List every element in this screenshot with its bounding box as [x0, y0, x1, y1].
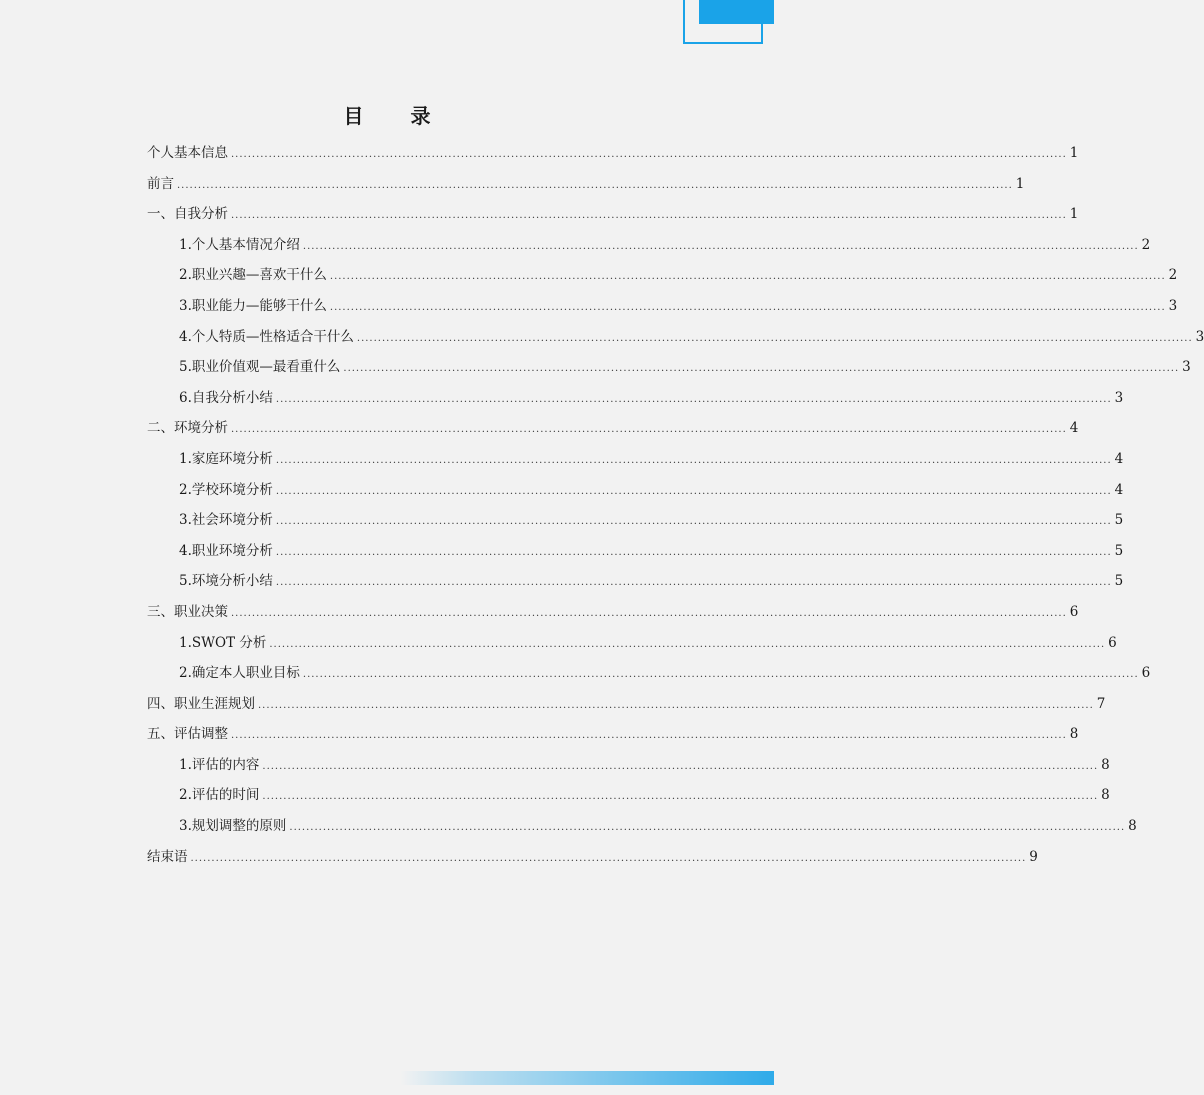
toc-entry[interactable]: [147, 444, 1124, 475]
toc-entry-label: 4.个人特质—性格适合干什么: [179, 328, 354, 345]
toc-entry-label: 三、职业决策: [147, 603, 228, 620]
toc-dot-leader: ........................................................................................................................................................................................................: [262, 760, 1099, 772]
toc-entry[interactable]: [147, 658, 1151, 689]
toc-entry-page-number: 4: [1114, 481, 1124, 498]
toc-entry-page-number: 6: [1141, 665, 1151, 682]
toc-entry[interactable]: [147, 291, 1178, 322]
toc-entry-page-number: 6: [1108, 634, 1117, 651]
toc-entry-page-number: 1: [1015, 175, 1025, 192]
toc-dot-leader: ........................................................................................................................................................................................................: [275, 516, 1112, 528]
toc-entry[interactable]: [147, 413, 1079, 444]
toc-entry[interactable]: [147, 628, 1117, 659]
bottom-decoration-bar: [400, 1071, 774, 1085]
toc-dot-leader: ........................................................................................................................................................................................................: [289, 822, 1126, 834]
toc-dot-leader: ........................................................................................................................................................................................................: [231, 607, 1067, 619]
toc-entry-page-number: 3: [1168, 297, 1178, 314]
toc-entry-page-number: 3: [1114, 389, 1124, 406]
toc-entry-page-number: 5: [1114, 573, 1124, 590]
page-title: 目 录: [343, 104, 451, 128]
toc-entry-label: 前言: [147, 175, 174, 192]
toc-entry-page-number: 8: [1101, 787, 1110, 804]
toc-entry-label: 5.环境分析小结: [179, 573, 273, 590]
toc-entry-page-number: 1: [1069, 145, 1079, 161]
toc-dot-leader: ........................................................................................................................................................................................................: [262, 791, 1099, 803]
toc-entry[interactable]: [147, 322, 1204, 353]
toc-entry-page-number: 2: [1168, 267, 1178, 284]
toc-entry[interactable]: [147, 842, 1038, 873]
toc-entry-label: 四、职业生涯规划: [147, 695, 255, 712]
toc-entry[interactable]: [147, 505, 1124, 536]
toc-entry-label: 2.确定本人职业目标: [179, 665, 300, 682]
toc-entry[interactable]: [147, 719, 1079, 750]
toc-entry[interactable]: [147, 138, 1079, 169]
toc-entry-label: 五、评估调整: [147, 726, 228, 743]
toc-entry-page-number: 6: [1069, 603, 1079, 620]
toc-dot-leader: ........................................................................................................................................................................................................: [275, 485, 1112, 497]
toc-entry-page-number: 4: [1114, 450, 1124, 467]
toc-entry[interactable]: [147, 260, 1178, 291]
toc-entry[interactable]: [147, 750, 1110, 781]
toc-entry[interactable]: [147, 689, 1106, 720]
toc-entry-label: 1.评估的内容: [179, 756, 260, 773]
toc-entry-label: 2.评估的时间: [179, 787, 260, 804]
toc-dot-leader: ........................................................................................................................................................................................................: [343, 363, 1180, 375]
toc-entry-label: 二、环境分析: [147, 420, 228, 437]
toc-dot-leader: ........................................................................................................................................................................................................: [231, 149, 1067, 160]
toc-dot-leader: ........................................................................................................................................................................................................: [269, 638, 1106, 650]
toc-entry-page-number: 5: [1114, 542, 1124, 559]
toc-entry-page-number: 7: [1096, 695, 1106, 712]
toc-entry-label: 一、自我分析: [147, 206, 228, 223]
toc-entry-page-number: 8: [1069, 726, 1079, 743]
table-of-contents: [147, 138, 1204, 872]
toc-entry-label: 3.规划调整的原则: [179, 818, 287, 835]
toc-entry[interactable]: [147, 811, 1137, 842]
toc-entry-label: 3.职业能力—能够干什么: [179, 297, 327, 314]
toc-dot-leader: ........................................................................................................................................................................................................: [275, 454, 1112, 466]
toc-entry-label: 1.个人基本情况介绍: [179, 236, 300, 253]
toc-entry-page-number: 1: [1069, 206, 1079, 223]
toc-entry[interactable]: [147, 536, 1124, 567]
toc-entry-page-number: 8: [1128, 818, 1137, 835]
toc-entry-label: 2.学校环境分析: [179, 481, 273, 498]
toc-entry-label: 1.家庭环境分析: [179, 450, 273, 467]
toc-dot-leader: ........................................................................................................................................................................................................: [302, 240, 1139, 252]
toc-entry[interactable]: [147, 597, 1079, 628]
toc-entry[interactable]: [147, 199, 1079, 230]
toc-dot-leader: ........................................................................................................................................................................................................: [356, 332, 1193, 344]
toc-dot-leader: ........................................................................................................................................................................................................: [190, 852, 1027, 864]
toc-entry-label: 5.职业价值观—最看重什么: [179, 359, 341, 376]
toc-entry-page-number: 8: [1101, 756, 1110, 773]
toc-dot-leader: ........................................................................................................................................................................................................: [302, 669, 1139, 681]
toc-entry-label: 结束语: [147, 848, 188, 865]
toc-entry[interactable]: [147, 352, 1191, 383]
toc-entry-label: 个人基本信息: [147, 145, 228, 161]
toc-entry-page-number: 3: [1195, 328, 1204, 345]
toc-entry-label: 2.职业兴趣—喜欢干什么: [179, 267, 327, 284]
toc-entry-label: 6.自我分析小结: [179, 389, 273, 406]
toc-entry-page-number: 2: [1141, 236, 1151, 253]
toc-dot-leader: ........................................................................................................................................................................................................: [275, 577, 1112, 589]
toc-dot-leader: ........................................................................................................................................................................................................: [275, 546, 1112, 558]
toc-dot-leader: ........................................................................................................................................................................................................: [177, 179, 1013, 191]
toc-dot-leader: ........................................................................................................................................................................................................: [329, 271, 1166, 283]
toc-entry-page-number: 3: [1182, 359, 1191, 376]
toc-entry[interactable]: [147, 475, 1124, 506]
toc-entry[interactable]: [147, 566, 1124, 597]
toc-entry-page-number: 9: [1029, 848, 1038, 865]
toc-dot-leader: ........................................................................................................................................................................................................: [275, 393, 1112, 405]
toc-entry-page-number: 4: [1069, 420, 1079, 437]
toc-entry[interactable]: [147, 169, 1025, 200]
toc-entry-label: 1.SWOT 分析: [179, 634, 267, 651]
toc-entry[interactable]: [147, 780, 1110, 811]
toc-dot-leader: ........................................................................................................................................................................................................: [231, 730, 1067, 742]
toc-entry[interactable]: [147, 230, 1151, 261]
toc-dot-leader: ........................................................................................................................................................................................................: [258, 699, 1094, 711]
toc-entry-page-number: 5: [1114, 512, 1124, 529]
toc-entry-label: 4.职业环境分析: [179, 542, 273, 559]
toc-dot-leader: ........................................................................................................................................................................................................: [231, 424, 1067, 436]
toc-dot-leader: ........................................................................................................................................................................................................: [329, 301, 1166, 313]
toc-dot-leader: ........................................................................................................................................................................................................: [231, 210, 1067, 222]
toc-entry[interactable]: [147, 383, 1124, 414]
corner-decoration-fill: [699, 0, 774, 24]
toc-entry-label: 3.社会环境分析: [179, 512, 273, 529]
